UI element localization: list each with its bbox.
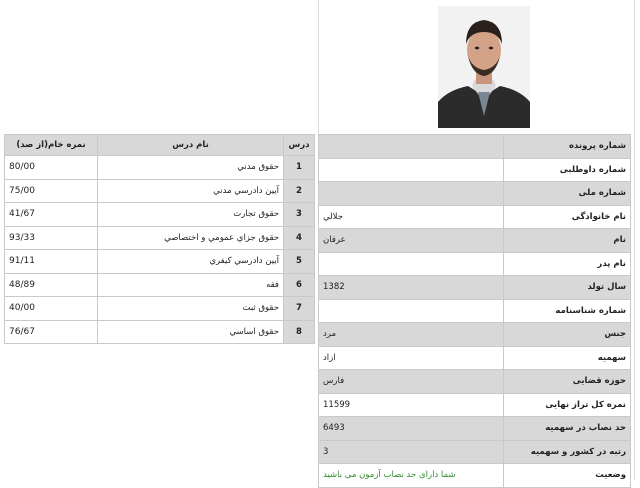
raw-score: 93/33 [5,226,98,250]
info-value [319,252,504,276]
grade-number: 1 [284,156,315,180]
grade-row [5,320,315,344]
raw-score: 41/67 [5,203,98,227]
grades-header-score: نمره خام(از صد) [5,135,98,156]
page-edge [634,0,635,480]
candidate-info-table [318,134,631,488]
course-name: آيين دادرسي مدني [98,179,284,203]
info-row [319,276,631,300]
info-value [319,299,504,323]
grade-row [5,273,315,297]
raw-score: 80/00 [5,156,98,180]
grade-row [5,250,315,274]
info-label: شماره داوطلبی [504,158,631,182]
info-value: عرفان [319,229,504,253]
info-row [319,346,631,370]
course-name: حقوق اساسي [98,320,284,344]
course-name: حقوق جزاي عمومي و اختصاصي [98,226,284,250]
info-row [319,393,631,417]
grades-header-row [5,135,315,156]
info-label: نمره کل تراز نهایی [504,393,631,417]
info-row [319,299,631,323]
info-label: حوزه قضایی [504,370,631,394]
info-label: نام [504,229,631,253]
info-row [319,182,631,206]
info-value [319,135,504,159]
info-row [319,440,631,464]
info-label: جنس [504,323,631,347]
info-label: سهمیه [504,346,631,370]
raw-score: 76/67 [5,320,98,344]
info-label: سال تولد [504,276,631,300]
info-label: شماره پرونده [504,135,631,159]
course-name: حقوق تجارت [98,203,284,227]
info-row [319,252,631,276]
info-label: رتبه در کشور و سهمیه [504,440,631,464]
grades-header-num: درس [284,135,315,156]
info-row [319,464,631,488]
grade-number: 8 [284,320,315,344]
grade-row [5,203,315,227]
info-row [319,417,631,441]
info-value: ازاد [319,346,504,370]
info-row [319,158,631,182]
course-name: فقه [98,273,284,297]
info-label: شماره ملی [504,182,631,206]
info-row [319,135,631,159]
grade-number: 7 [284,297,315,321]
grade-number: 6 [284,273,315,297]
info-row [319,323,631,347]
info-value: جلالي [319,205,504,229]
info-value: فارس [319,370,504,394]
raw-score: 91/11 [5,250,98,274]
raw-score: 48/89 [5,273,98,297]
info-value [319,182,504,206]
info-value: مرد [319,323,504,347]
grade-row [5,156,315,180]
grade-number: 5 [284,250,315,274]
grade-number: 2 [284,179,315,203]
info-value: 1382 [319,276,504,300]
grade-number: 3 [284,203,315,227]
grades-table [4,134,315,344]
raw-score: 40/00 [5,297,98,321]
info-value: 11599 [319,393,504,417]
info-value [319,158,504,182]
info-value: 6493 [319,417,504,441]
info-label: وضعیت [504,464,631,488]
info-label: نام خانوادگی [504,205,631,229]
grade-row [5,297,315,321]
info-label: نام پدر [504,252,631,276]
grade-row [5,179,315,203]
raw-score: 75/00 [5,179,98,203]
candidate-photo [438,6,530,128]
grades-header-name: نام درس [98,135,284,156]
info-label: شماره شناسنامه [504,299,631,323]
status-message: شما دارای حد نصاب آزمون می باشید [319,464,504,488]
info-label: حد نصاب در سهمیه [504,417,631,441]
course-name: آيين دادرسي كيفري [98,250,284,274]
course-name: حقوق مدني [98,156,284,180]
info-value: 3 [319,440,504,464]
grade-row [5,226,315,250]
info-row [319,229,631,253]
course-name: حقوق ثبت [98,297,284,321]
grade-number: 4 [284,226,315,250]
info-row [319,370,631,394]
info-row [319,205,631,229]
